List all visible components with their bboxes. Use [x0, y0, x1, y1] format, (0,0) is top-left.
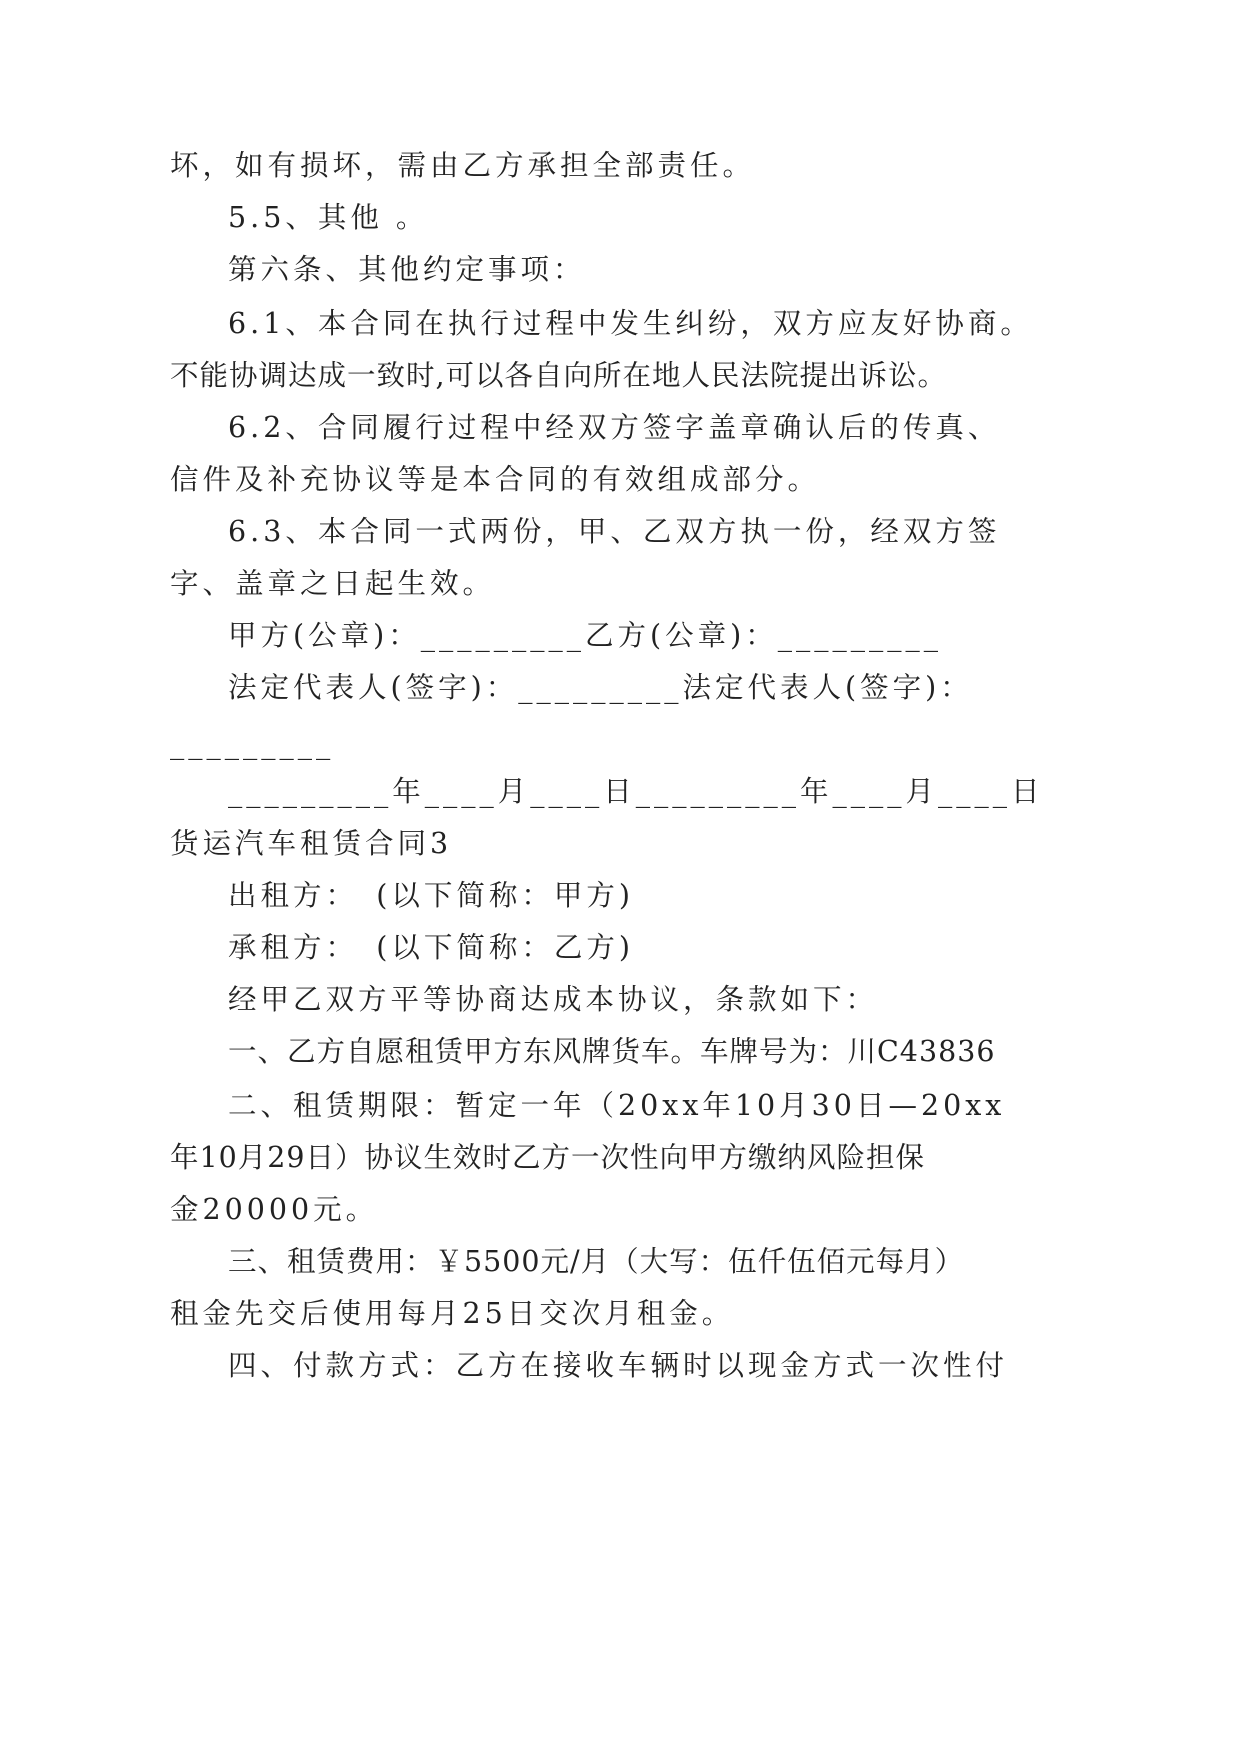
contract-title: 货运汽车租赁合同3: [170, 827, 453, 860]
text-line-8: 6.3、本合同一式两份，甲、乙双方执一份，经双方签: [228, 515, 1001, 548]
clause-1: 一、乙方自愿租赁甲方东风牌货车。车牌号为：川C43836: [228, 1035, 996, 1068]
text-line-9: 字、盖章之日起生效。: [170, 567, 496, 600]
date-line: _________年____月____日_________年____月____日: [228, 775, 1044, 808]
text-line-4: 6.1、本合同在执行过程中发生纠纷，双方应友好协商。: [228, 307, 1033, 340]
text-line-1: 坏，如有损坏，需由乙方承担全部责任。: [170, 149, 756, 182]
signature-rep-line: 法定代表人(签字)：_________法定代表人(签字)：: [228, 671, 973, 704]
clause-2-end: 金20000元。: [170, 1193, 379, 1226]
section-heading-6: 第六条、其他约定事项：: [228, 253, 586, 286]
clause-2: 二、租赁期限：暂定一年（20xx年10月30日—20xx: [228, 1089, 1006, 1122]
text-line-6: 6.2、合同履行过程中经双方签字盖章确认后的传真、: [228, 411, 1001, 444]
text-line-5: 不能协调达成一致时,可以各自向所在地人民法院提出诉讼。: [170, 359, 948, 392]
clause-3-cont: 租金先交后使用每月25日交次月租金。: [170, 1297, 735, 1330]
signature-blank-line: _________: [170, 727, 335, 760]
clause-4: 四、付款方式：乙方在接收车辆时以现金方式一次性付: [228, 1349, 1009, 1382]
text-line-2: 5.5、其他 。: [228, 201, 429, 234]
text-line-17: 经甲乙双方平等协商达成本协议，条款如下：: [228, 983, 879, 1016]
lessor-line: 出租方： (以下简称：甲方): [228, 879, 634, 912]
clause-3: 三、租赁费用：￥5500元/月（大写：伍仟伍佰元每月）: [228, 1245, 965, 1278]
clause-2-cont: 年10月29日）协议生效时乙方一次性向甲方缴纳风险担保: [170, 1141, 926, 1174]
lessee-line: 承租方： (以下简称：乙方): [228, 931, 634, 964]
text-line-7: 信件及补充协议等是本合同的有效组成部分。: [170, 463, 821, 496]
signature-seal-line: 甲方(公章)：_________乙方(公章)：_________: [228, 619, 942, 652]
